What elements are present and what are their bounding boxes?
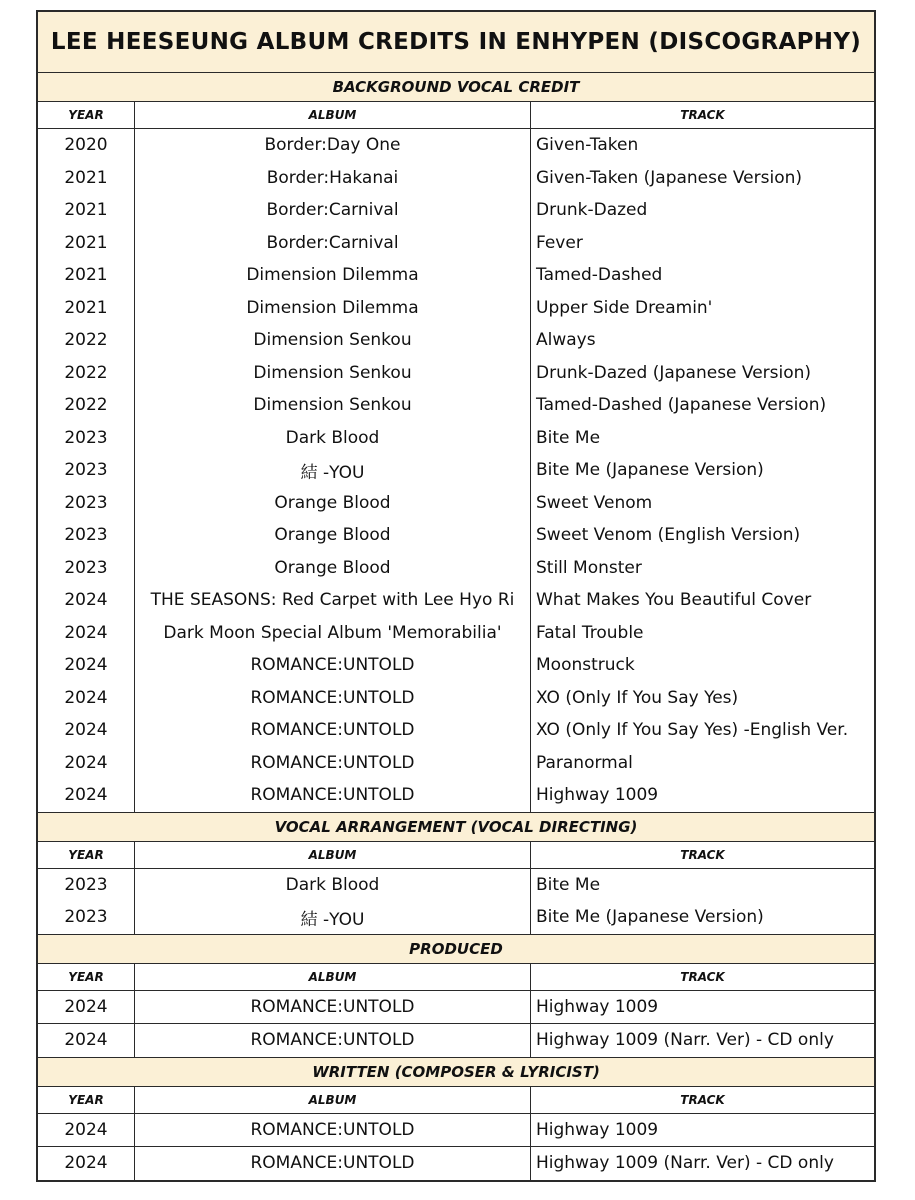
cell-year: 2023 bbox=[38, 454, 135, 487]
cell-track: Sweet Venom (English Version) bbox=[536, 525, 801, 546]
cell-year: 2021 bbox=[38, 162, 135, 195]
column-header-track: TRACK bbox=[680, 969, 725, 984]
table-row bbox=[38, 617, 874, 650]
cell-album: Dark Moon Special Album 'Memorabilia' bbox=[135, 617, 531, 650]
table-row bbox=[38, 779, 874, 812]
cell-year: 2023 bbox=[38, 869, 135, 902]
cell-track: Upper Side Dreamin' bbox=[536, 297, 713, 318]
cell-year: 2023 bbox=[38, 487, 135, 520]
cell-album: Dimension Senkou bbox=[135, 389, 531, 422]
cell-track: Always bbox=[536, 330, 596, 351]
cell-track: Highway 1009 (Narr. Ver) - CD only bbox=[536, 1153, 834, 1174]
column-header-album: ALBUM bbox=[135, 102, 531, 128]
table-row bbox=[38, 422, 874, 455]
cell-album: ROMANCE:UNTOLD bbox=[135, 649, 531, 682]
cell-year: 2021 bbox=[38, 259, 135, 292]
table-row bbox=[38, 901, 874, 934]
cell-year: 2021 bbox=[38, 194, 135, 227]
column-header-album: ALBUM bbox=[135, 964, 531, 990]
cell-year: 2020 bbox=[38, 129, 135, 162]
column-header-track: TRACK bbox=[680, 847, 725, 862]
cell-album: Dimension Senkou bbox=[135, 357, 531, 390]
cell-track: Given-Taken (Japanese Version) bbox=[536, 167, 802, 188]
cell-album: Orange Blood bbox=[135, 487, 531, 520]
cell-track: Highway 1009 (Narr. Ver) - CD only bbox=[536, 1030, 834, 1051]
cell-year: 2024 bbox=[38, 714, 135, 747]
cell-year: 2023 bbox=[38, 422, 135, 455]
section-heading: WRITTEN (COMPOSER & LYRICIST) bbox=[38, 1057, 874, 1087]
section-heading: VOCAL ARRANGEMENT (VOCAL DIRECTING) bbox=[38, 812, 874, 842]
table-row bbox=[38, 747, 874, 780]
cell-year: 2022 bbox=[38, 357, 135, 390]
cell-track: Tamed-Dashed bbox=[536, 265, 663, 286]
cell-year: 2023 bbox=[38, 901, 135, 934]
table-row bbox=[38, 162, 874, 195]
cell-year: 2023 bbox=[38, 552, 135, 585]
cell-track: Highway 1009 bbox=[536, 785, 659, 806]
cell-year: 2024 bbox=[38, 747, 135, 780]
cell-album: Orange Blood bbox=[135, 552, 531, 585]
cell-year: 2022 bbox=[38, 389, 135, 422]
table-row bbox=[38, 714, 874, 747]
credits-table bbox=[36, 10, 876, 1182]
column-header-row bbox=[38, 102, 874, 129]
table-row bbox=[38, 991, 874, 1025]
section-body bbox=[38, 1114, 874, 1180]
cell-album: 結 -YOU bbox=[135, 901, 531, 934]
cell-year: 2021 bbox=[38, 292, 135, 325]
table-row bbox=[38, 1114, 874, 1148]
table-row bbox=[38, 194, 874, 227]
cell-track: Drunk-Dazed bbox=[536, 200, 648, 221]
table-row bbox=[38, 552, 874, 585]
cell-year: 2024 bbox=[38, 991, 135, 1024]
table-row bbox=[38, 649, 874, 682]
table-row bbox=[38, 682, 874, 715]
cell-album: ROMANCE:UNTOLD bbox=[135, 682, 531, 715]
table-row bbox=[38, 227, 874, 260]
cell-track: Bite Me bbox=[536, 427, 601, 448]
table-row bbox=[38, 584, 874, 617]
cell-album: Dimension Dilemma bbox=[135, 259, 531, 292]
column-header-track: TRACK bbox=[680, 1092, 725, 1107]
table-row bbox=[38, 129, 874, 162]
column-header-track: TRACK bbox=[680, 108, 725, 122]
table-row bbox=[38, 454, 874, 487]
cell-track: XO (Only If You Say Yes) bbox=[536, 687, 739, 708]
table-row bbox=[38, 389, 874, 422]
page-title: LEE HEESEUNG ALBUM CREDITS IN ENHYPEN (DISCOGRAPHY) bbox=[38, 12, 874, 73]
cell-track: Moonstruck bbox=[536, 655, 635, 676]
cell-track: Paranormal bbox=[536, 752, 633, 773]
cell-year: 2023 bbox=[38, 519, 135, 552]
cell-track: Highway 1009 bbox=[536, 1119, 659, 1140]
section-heading: BACKGROUND VOCAL CREDIT bbox=[38, 73, 874, 102]
cell-album: ROMANCE:UNTOLD bbox=[135, 1114, 531, 1147]
cell-album: Dark Blood bbox=[135, 869, 531, 902]
section-heading: PRODUCED bbox=[38, 934, 874, 964]
cell-track: Sweet Venom bbox=[536, 492, 653, 513]
cell-track: Still Monster bbox=[536, 557, 642, 578]
cell-album: Orange Blood bbox=[135, 519, 531, 552]
cell-album: Border:Carnival bbox=[135, 227, 531, 260]
section-body bbox=[38, 869, 874, 934]
cell-album: 結 -YOU bbox=[135, 454, 531, 487]
sections-container bbox=[38, 73, 874, 1180]
cell-track: Bite Me (Japanese Version) bbox=[536, 907, 764, 928]
cell-year: 2024 bbox=[38, 682, 135, 715]
cell-album: ROMANCE:UNTOLD bbox=[135, 1024, 531, 1057]
cell-year: 2024 bbox=[38, 779, 135, 812]
cell-album: THE SEASONS: Red Carpet with Lee Hyo Ri bbox=[135, 584, 531, 617]
cell-year: 2024 bbox=[38, 1024, 135, 1057]
cell-year: 2024 bbox=[38, 584, 135, 617]
cell-year: 2024 bbox=[38, 1147, 135, 1180]
cell-album: Dark Blood bbox=[135, 422, 531, 455]
cell-track: Drunk-Dazed (Japanese Version) bbox=[536, 362, 812, 383]
column-header-year: YEAR bbox=[38, 842, 135, 868]
table-row bbox=[38, 487, 874, 520]
cell-track: What Makes You Beautiful Cover bbox=[536, 590, 812, 611]
cell-album: ROMANCE:UNTOLD bbox=[135, 747, 531, 780]
table-row bbox=[38, 324, 874, 357]
cell-track: Tamed-Dashed (Japanese Version) bbox=[536, 395, 827, 416]
cell-track: Bite Me (Japanese Version) bbox=[536, 460, 764, 481]
cell-track: Bite Me bbox=[536, 874, 601, 895]
cell-album: ROMANCE:UNTOLD bbox=[135, 714, 531, 747]
column-header-year: YEAR bbox=[38, 964, 135, 990]
cell-year: 2022 bbox=[38, 324, 135, 357]
section-body bbox=[38, 991, 874, 1057]
section-body bbox=[38, 129, 874, 812]
table-row bbox=[38, 292, 874, 325]
cell-album: ROMANCE:UNTOLD bbox=[135, 1147, 531, 1180]
cell-year: 2024 bbox=[38, 1114, 135, 1147]
table-row bbox=[38, 869, 874, 902]
column-header-album: ALBUM bbox=[135, 1087, 531, 1113]
table-row bbox=[38, 519, 874, 552]
cell-album: ROMANCE:UNTOLD bbox=[135, 991, 531, 1024]
column-header-album: ALBUM bbox=[135, 842, 531, 868]
cell-album: Border:Hakanai bbox=[135, 162, 531, 195]
table-row bbox=[38, 1147, 874, 1180]
cell-year: 2021 bbox=[38, 227, 135, 260]
cell-album: ROMANCE:UNTOLD bbox=[135, 779, 531, 812]
cell-album: Border:Day One bbox=[135, 129, 531, 162]
cell-album: Border:Carnival bbox=[135, 194, 531, 227]
cell-track: Fatal Trouble bbox=[536, 622, 644, 643]
cell-year: 2024 bbox=[38, 649, 135, 682]
column-header-row bbox=[38, 964, 874, 991]
table-row bbox=[38, 357, 874, 390]
table-row bbox=[38, 1024, 874, 1057]
column-header-row bbox=[38, 1087, 874, 1114]
column-header-row bbox=[38, 842, 874, 869]
cell-track: Given-Taken bbox=[536, 135, 639, 156]
column-header-year: YEAR bbox=[38, 1087, 135, 1113]
cell-album: Dimension Senkou bbox=[135, 324, 531, 357]
table-row bbox=[38, 259, 874, 292]
cell-track: XO (Only If You Say Yes) -English Ver. bbox=[536, 720, 849, 741]
column-header-year: YEAR bbox=[38, 102, 135, 128]
cell-track: Fever bbox=[536, 232, 583, 253]
cell-album: Dimension Dilemma bbox=[135, 292, 531, 325]
cell-track: Highway 1009 bbox=[536, 996, 659, 1017]
cell-year: 2024 bbox=[38, 617, 135, 650]
